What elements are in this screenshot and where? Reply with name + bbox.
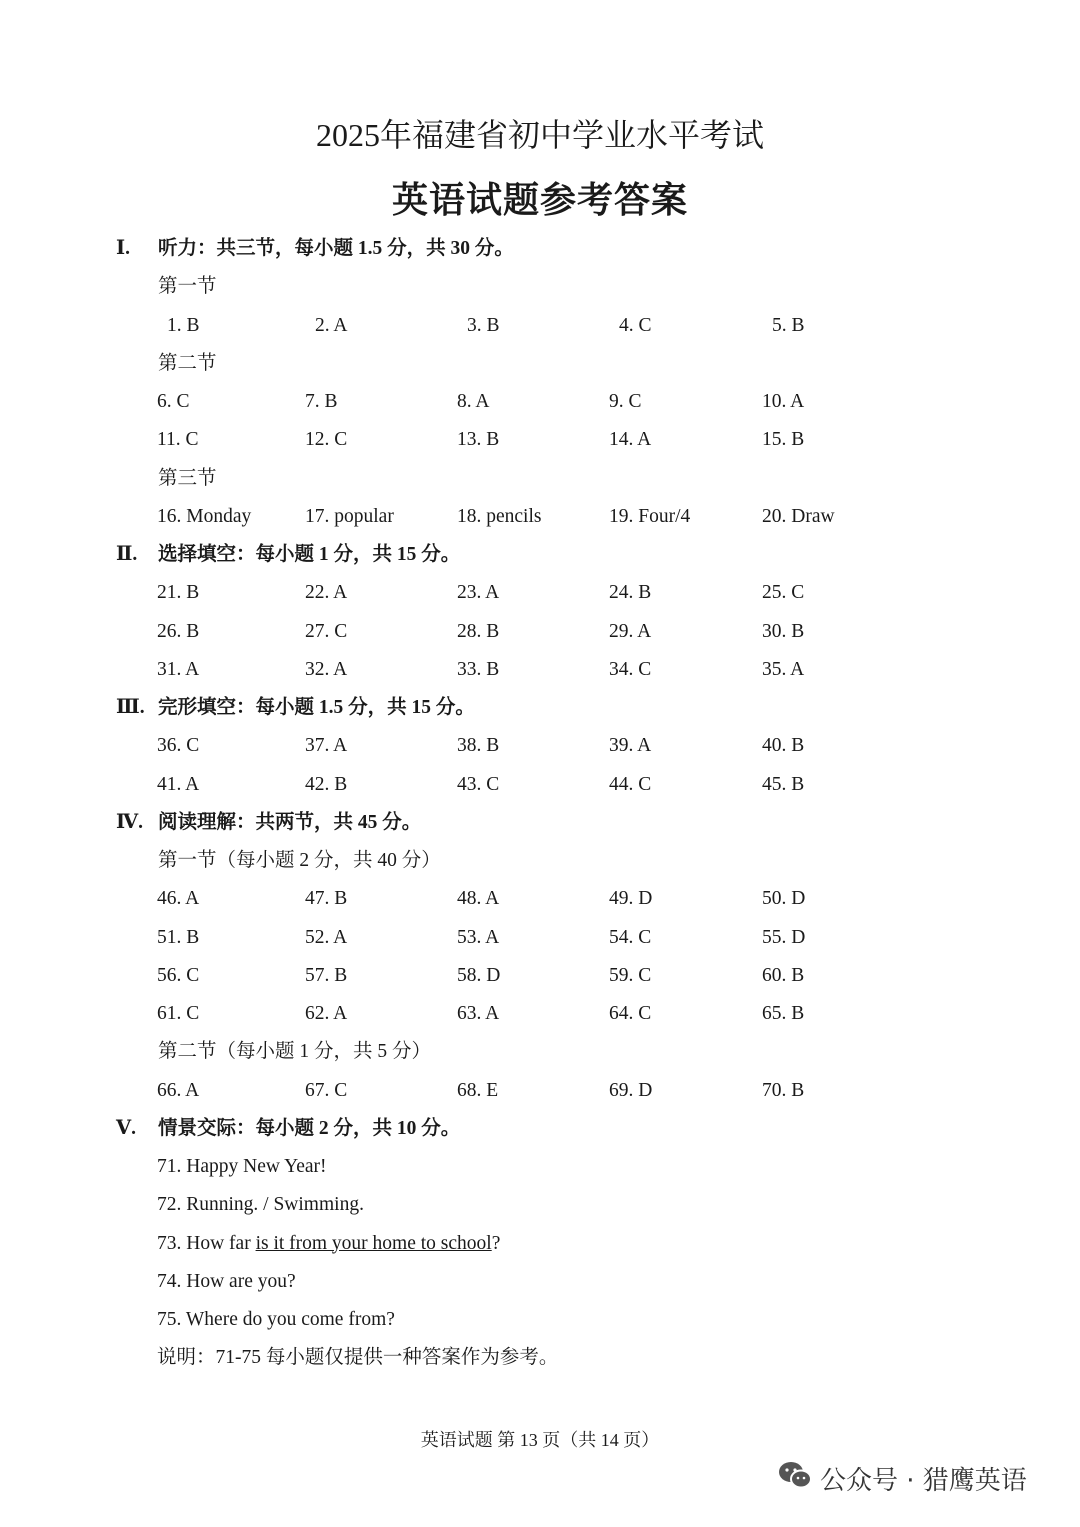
section-numeral: Ⅰ. [116, 238, 130, 259]
section-heading-text: 阅读理解：共两节，共 45 分。 [158, 811, 422, 833]
answer-item: 13. B [457, 429, 500, 451]
answer-text: 75. Where do you come from? [157, 1309, 395, 1330]
answer-row [116, 421, 976, 459]
answer-item: 62. A [305, 1003, 348, 1024]
section-numeral: Ⅱ. [116, 544, 138, 565]
answer-text: 73. How far [157, 1232, 256, 1254]
answer-row [116, 574, 976, 612]
answer-item: 61. C [157, 1003, 200, 1024]
answer-row [116, 383, 976, 421]
answer-item: 69. D [609, 1079, 653, 1101]
answer-row [116, 919, 976, 957]
answer-item: 65. B [762, 1003, 805, 1024]
section-heading [116, 536, 976, 574]
section-heading [116, 804, 976, 842]
answer-item: 22. A [305, 582, 348, 604]
section-heading [116, 1110, 976, 1148]
answer-item: 49. D [609, 888, 653, 910]
answer-item: 27. C [305, 620, 348, 642]
answer-item: 24. B [609, 582, 652, 604]
answer-item: 36. C [157, 735, 200, 757]
answer-row [116, 995, 976, 1033]
answer-item: 15. B [762, 429, 805, 451]
answer-item: 28. B [457, 620, 500, 642]
answer-item: 21. B [157, 582, 200, 604]
answer-row [116, 766, 976, 804]
answer-item: 19. Four/4 [609, 505, 691, 527]
answer-item: 33. B [457, 658, 500, 680]
part-label: 第二节 [158, 352, 217, 374]
answer-key-title: 英语试题参考答案 [391, 180, 688, 220]
answer-item: 41. A [157, 773, 200, 795]
section-heading-text: 情景交际：每小题 2 分，共 10 分。 [158, 1117, 461, 1139]
answer-item: 57. B [305, 964, 348, 986]
underlined-answer: is it from your home to school [255, 1232, 492, 1254]
answer-sentence [116, 1301, 976, 1339]
answer-sentence [116, 1263, 976, 1301]
answer-item: 5. B [772, 314, 805, 336]
answer-note: 说明：71-75 每小题仅提供一种答案作为参考。 [157, 1347, 559, 1369]
section-numeral: Ⅴ. [116, 1117, 137, 1139]
answer-item: 42. B [305, 773, 348, 795]
answer-sentence [116, 1148, 976, 1186]
answer-item: 67. C [305, 1079, 348, 1101]
answer-item: 20. Draw [762, 505, 835, 527]
section-heading-text: 选择填空：每小题 1 分，共 15 分。 [158, 544, 461, 565]
answer-item: 18. pencils [457, 505, 542, 527]
answer-row [116, 727, 976, 765]
answer-item: 10. A [762, 391, 805, 412]
answer-item: 44. C [609, 773, 652, 795]
answer-text: ? [491, 1232, 501, 1254]
answer-item: 3. B [467, 314, 500, 336]
answer-item: 35. A [762, 658, 805, 680]
answer-item: 47. B [305, 888, 348, 910]
answer-item: 50. D [762, 888, 806, 910]
answer-item: 7. B [305, 391, 338, 412]
answer-item: 8. A [457, 391, 490, 412]
section-numeral: Ⅲ. [116, 697, 145, 718]
answer-item: 16. Monday [157, 505, 252, 527]
answer-item: 23. A [457, 582, 500, 604]
answer-item: 38. B [457, 735, 500, 757]
answer-item: 63. A [457, 1003, 500, 1024]
answer-item: 11. C [157, 429, 199, 451]
answer-item: 43. C [457, 773, 500, 795]
section-heading-text: 听力：共三节，每小题 1.5 分，共 30 分。 [158, 238, 514, 259]
answer-item: 6. C [157, 391, 190, 412]
answer-row [116, 613, 976, 651]
answer-item: 2. A [315, 314, 348, 336]
answer-item: 29. A [609, 620, 652, 642]
answer-sentence [116, 1225, 976, 1263]
answer-item: 52. A [305, 926, 348, 948]
answer-item: 30. B [762, 620, 805, 642]
answer-sentence [116, 1186, 976, 1224]
part-label: 第一节（每小题 2 分，共 40 分） [158, 850, 441, 871]
answer-item: 54. C [609, 926, 652, 948]
answer-row [116, 498, 976, 536]
answer-row [116, 307, 976, 345]
part-label: 第三节 [158, 467, 217, 489]
answer-text: 72. Running. / Swimming. [157, 1194, 364, 1216]
answer-item: 4. C [619, 314, 652, 336]
answer-item: 58. D [457, 964, 501, 986]
answer-item: 25. C [762, 582, 805, 604]
answer-item: 45. B [762, 773, 805, 795]
answer-item: 14. A [609, 429, 652, 451]
answer-item: 55. D [762, 926, 806, 948]
answer-row [116, 957, 976, 995]
answer-row [116, 651, 976, 689]
part-label: 第二节（每小题 1 分，共 5 分） [158, 1041, 432, 1063]
answer-item: 17. popular [305, 505, 394, 527]
page-footer: 英语试题 第 13 页（共 14 页） [420, 1430, 660, 1450]
answer-item: 68. E [457, 1079, 499, 1101]
answer-item: 53. A [457, 926, 500, 948]
watermark-text: 公众号 · 猎鹰英语 [820, 1466, 1027, 1496]
answer-text: 71. Happy New Year! [157, 1156, 327, 1177]
answer-row [116, 1072, 976, 1110]
answer-item: 39. A [609, 735, 652, 757]
answer-item: 26. B [157, 620, 200, 642]
answer-key-body [116, 230, 976, 1378]
answer-item: 70. B [762, 1079, 805, 1101]
answer-text: 74. How are you? [157, 1270, 296, 1292]
answer-item: 31. A [157, 658, 200, 680]
answer-item: 40. B [762, 735, 805, 757]
section-heading [116, 689, 976, 727]
answer-item: 59. C [609, 964, 652, 986]
answer-item: 46. A [157, 888, 200, 910]
answer-item: 56. C [157, 964, 200, 986]
part-label: 第一节 [158, 276, 217, 298]
answer-item: 48. A [457, 888, 500, 910]
answer-item: 12. C [305, 429, 348, 451]
answer-item: 60. B [762, 964, 805, 986]
answer-item: 37. A [305, 735, 348, 757]
section-heading-text: 完形填空：每小题 1.5 分，共 15 分。 [158, 697, 475, 718]
exam-title: 2025年福建省初中学业水平考试 [315, 117, 764, 153]
answer-item: 66. A [157, 1079, 200, 1101]
answer-item: 1. B [167, 314, 200, 336]
answer-item: 9. C [609, 391, 642, 412]
answer-item: 34. C [609, 658, 652, 680]
watermark [778, 1460, 1027, 1497]
answer-row [116, 880, 976, 918]
wechat-icon [778, 1460, 812, 1497]
answer-item: 64. C [609, 1003, 652, 1024]
section-numeral: Ⅳ. [116, 811, 144, 833]
answer-item: 32. A [305, 658, 348, 680]
section-heading [116, 230, 976, 268]
answer-item: 51. B [157, 926, 200, 948]
